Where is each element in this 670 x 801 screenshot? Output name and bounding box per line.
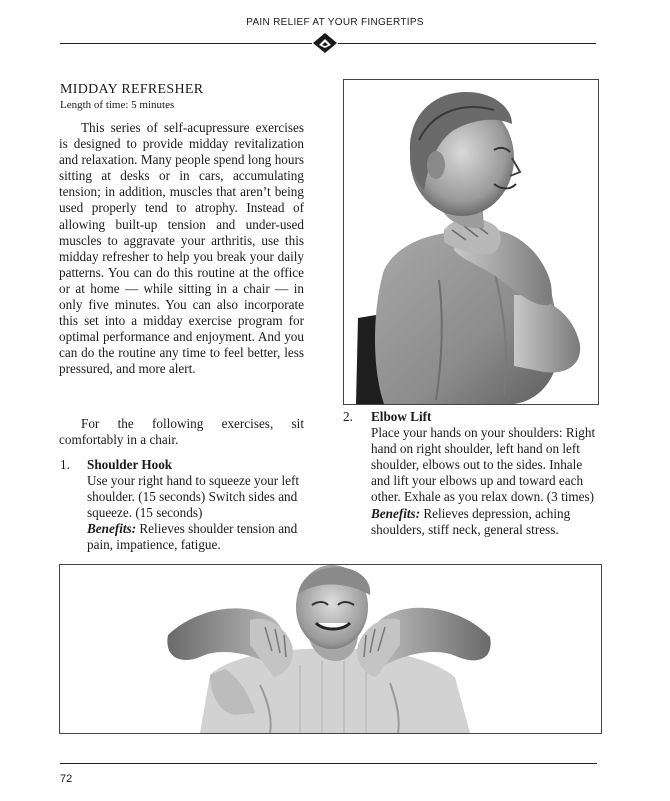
diamond-ornament-icon [312, 32, 338, 54]
exercise-benefits [371, 506, 601, 538]
exercise-name: Elbow Lift [371, 409, 432, 424]
benefits-label: Benefits: [371, 505, 421, 521]
section-title: MIDDAY REFRESHER [60, 82, 204, 97]
benefits-text: Relieves shoulder tension and pain, impatience, fatigue. [87, 521, 298, 553]
running-head: PAIN RELIEF AT YOUR FINGERTIPS [246, 17, 424, 28]
header-rule-right [338, 43, 596, 44]
page-number: 72 [60, 773, 73, 785]
exercise-elbow-lift [343, 409, 603, 559]
exercise-instructions: Use your right hand to squeeze your left shoulder. (15 seconds) Switch sides and squeeze. (15 seconds) [87, 473, 300, 521]
exercise-instructions: Place your hands on your shoulders: Right hand on right shoulder, left hand on left shoulder, elbows out to the sides. Inhale and lift your elbows up and toward each other. Exhale as you relax down. (3 times) [371, 425, 596, 505]
footer-rule [60, 763, 597, 764]
exercise-name: Shoulder Hook [87, 457, 173, 472]
intro-paragraph: This series of self-acupressure exercises is designed to provide midday revitalization and relaxation. Many people spend long hours sitting at desks or in cars, accumulating tension; in addition, muscles that aren’t being used properly tend to atrophy. Instead of allowing built-up tension and under-used muscles to aggravate your arthritis, use this midday refresher to help you break your daily patterns. You can do this routine at the office or at home — while sitting in a chair — in only five minutes. You can also incorporate this set into a midday exercise program for optimal performance and enjoyment. And you can do the routine any time to feel better, less pressured, and more alert. [59, 120, 304, 377]
header-rule-left [60, 43, 312, 44]
exercise-shoulder-hook [60, 457, 310, 557]
exercise-number: 1. [60, 457, 70, 472]
exercise-number: 2. [343, 409, 353, 424]
exercise-benefits [87, 521, 312, 553]
benefits-text: Relieves depression, aching shoulders, stiff neck, general stress. [371, 505, 571, 537]
length-of-time: Length of time: 5 minutes [60, 99, 175, 111]
intro-paragraph-sit: For the following exercises, sit comfortably in a chair. [59, 416, 304, 448]
shoulder-hook-photo [343, 79, 599, 405]
elbow-lift-photo [59, 564, 602, 734]
benefits-label: Benefits: [87, 521, 137, 537]
